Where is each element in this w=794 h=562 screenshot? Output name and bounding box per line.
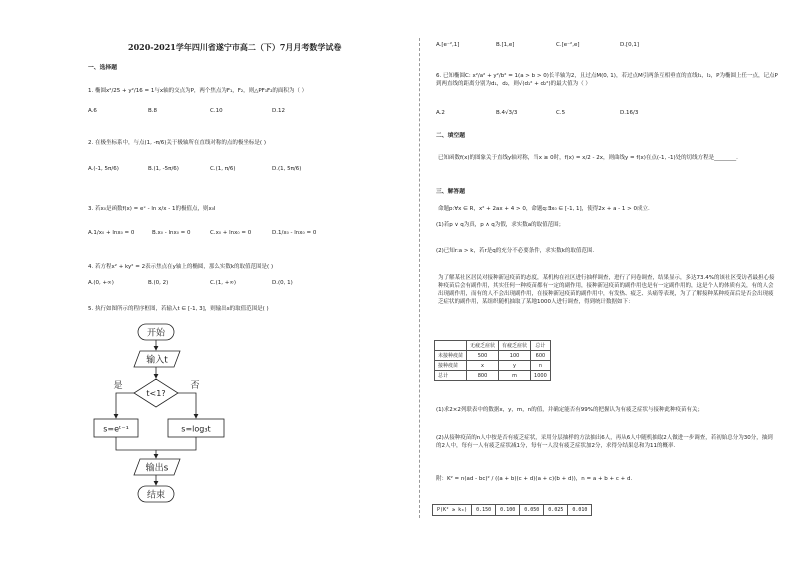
table-cell: 600 <box>531 351 551 361</box>
q3-option-c: C.x₀ + lnx₀ = 0 <box>210 230 252 236</box>
q4-option-d: D.(0, 1) <box>272 280 293 286</box>
section-fill: 二、填空题 <box>436 133 465 139</box>
table-cell: 0.010 <box>568 505 592 516</box>
flow-no-label: 否 <box>190 381 200 391</box>
flow-end-text: 结束 <box>146 490 166 501</box>
table-cell: m <box>499 371 531 381</box>
question-8: 命题p:∀x ∈ R，x² + 2ax + 4 > 0，命题q:∃x₀ ∈ [-1, 1]，使得2x + a - 1 > 0成立. <box>438 206 650 212</box>
contingency-table <box>434 340 551 381</box>
q2-option-a: A.(-1, 5π/6) <box>88 166 119 172</box>
table-row <box>433 505 592 516</box>
flow-left-process-text: s=eᵗ⁻¹ <box>103 424 129 434</box>
q3-option-a: A.1/x₀ + lnx₀ = 0 <box>88 230 135 236</box>
q1-option-b: B.8 <box>148 108 158 114</box>
table-row <box>435 351 551 361</box>
question-8-part-1: (1)若p ∨ q为真，p ∧ q为假，求实数a的取值范围； <box>436 222 565 228</box>
table-cell: 0.100 <box>496 505 520 516</box>
section-answer: 三、解答题 <box>436 189 465 195</box>
table-cell: n <box>531 361 551 371</box>
table-cell: y <box>499 361 531 371</box>
question-9-part-2: (2)从接种疫苗的n人中按是否有疲乏症状，采用分层抽样的方法抽出6人，再从6人中随机抽取2人做进一步调查，若初始总分为30分，抽到的2人中，每有一人有疲乏症状减1分，每有一人没有疲乏症状加2分，求得分结果总和为11的概率. <box>436 435 773 449</box>
question-5: 5. 执行如图所示的程序框图，若输入t ∈ [-1, 3]，则输出s的取值范围是( ) <box>88 306 269 312</box>
q4-option-c: C.(1, +∞) <box>210 280 237 286</box>
question-8-part-2: (2)已知r:a > k，若r是q的充分不必要条件，求实数k的取值范围. <box>436 248 595 254</box>
q6-option-b: B.4√3/3 <box>496 110 518 116</box>
table-header-row <box>435 341 551 351</box>
q5-option-d: D.[0,1] <box>620 42 640 48</box>
table-cell <box>435 341 467 351</box>
q5-option-b: B.[1,e] <box>496 42 515 48</box>
flow-input-text: 输入t <box>146 355 168 366</box>
table-row <box>435 371 551 381</box>
flow-yes-label: 是 <box>113 381 123 391</box>
table-cell: 未接种疫苗 <box>435 351 467 361</box>
table-cell: 0.050 <box>520 505 544 516</box>
question-4: 4. 若方程x² + ky² = 2表示焦点在y轴上的椭圆，那么实数k的取值范围是( ) <box>88 264 274 270</box>
q5-option-c: C.[e⁻²,e] <box>556 42 580 48</box>
q2-option-c: C.(1, π/6) <box>210 166 236 172</box>
q1-option-d: D.12 <box>272 108 285 114</box>
table-cell: 1000 <box>531 371 551 381</box>
probability-table <box>432 504 592 516</box>
q3-option-b: B.x₀ - lnx₀ = 0 <box>152 230 191 236</box>
q4-option-b: B.(0, 2) <box>148 280 169 286</box>
flowchart <box>94 322 254 512</box>
table-cell: 100 <box>499 351 531 361</box>
section-choice: 一、选择题 <box>88 65 117 71</box>
formula-note: 附：K² = n(ad - bc)² / ((a + b)(c + d)(a + c)(b + d))，n = a + b + c + d. <box>436 476 633 482</box>
table-cell: 总计 <box>531 341 551 351</box>
question-9: 为了解某社区居民对接种新冠疫苗的态度，某机构在社区进行抽样调查，进行了问卷调查，结果显示，多达73.4%的该社区受访者最担心接种疫苗后会有副作用，其实任何一种疫苗都有一定的副作用，接种新冠疫苗的副作用也是有一定副作用的，这是个人的体质有关，有的人会出现副作用，而有的人不会出现副作用，在接种新冠疫苗的副作用中，有发热、疲乏、头痛等表现，为了了解接种某种疫苗后是否会出现疲乏症状的副作用，某组织随机抽取了某地1000人进行调查，得到统计数据如下： <box>438 275 775 305</box>
question-3: 3. 若x₀是函数f(x) = eˣ - ln x/x - 1的极值点，则x₀l <box>88 206 216 212</box>
question-1: 1. 椭圆x²/25 + y²/16 = 1与x轴的交点为P，两个焦点为F₁，F₂，则△PF₁F₂的面积为（ ） <box>88 88 308 94</box>
q4-option-a: A.(0, +∞) <box>88 280 114 286</box>
question-6: 6. 已知椭圆C: x²/a² + y²/b² = 1(a > b > 0)长半轴为2，且过点M(0, 1)，若过点M引两条互相垂直的直线l₁，l₂，P为椭圆上任一点，记点P到两直线的距离分别为d₁，d₂，则√(d₁² + d₂²)的最大值为（ ） <box>436 73 778 87</box>
table-cell: P(K² ≥ k₀) <box>433 505 472 516</box>
q6-option-d: D.16/3 <box>620 110 639 116</box>
flow-start-text: 开始 <box>146 328 166 339</box>
flow-output-text: 输出s <box>145 463 169 474</box>
column-divider <box>419 38 420 518</box>
question-9-part-1: (1)求2×2列联表中的数据x，y，m，n的值，并确定能否有99%的把握认为有疲乏症状与接种此种疫苗有关； <box>436 407 703 413</box>
table-cell: 800 <box>467 371 499 381</box>
q6-option-c: C.5 <box>556 110 566 116</box>
q1-option-c: C.10 <box>210 108 223 114</box>
table-cell: 总计 <box>435 371 467 381</box>
table-cell: x <box>467 361 499 371</box>
q3-option-d: D.1/x₀ - lnx₀ = 0 <box>272 230 317 236</box>
q1-option-a: A.6 <box>88 108 97 114</box>
table-cell: 无疲乏症状 <box>467 341 499 351</box>
table-cell: 0.025 <box>544 505 568 516</box>
table-row <box>435 361 551 371</box>
page-title: 2020-2021学年四川省遂宁市高二（下）7月月考数学试卷 <box>128 42 342 52</box>
table-cell: 接种疫苗 <box>435 361 467 371</box>
question-7: 已知函数f(x)的图象关于直线y轴对称，当x ≥ 0时，f(x) = x/2 - 2x，则曲线y = f(x)在点(-1, -1)处的切线方程是________. <box>438 155 738 161</box>
flow-right-process-text: s=log₃t <box>181 424 211 434</box>
table-cell: 0.150 <box>472 505 496 516</box>
q6-option-a: A.2 <box>436 110 445 116</box>
question-2: 2. 在极坐标系中，与点(1, -π/6)关于极轴所在直线对称的点的极坐标是( ) <box>88 140 266 146</box>
table-cell: 500 <box>467 351 499 361</box>
table-cell: 有疲乏症状 <box>499 341 531 351</box>
q2-option-d: D.(1, 5π/6) <box>272 166 302 172</box>
q2-option-b: B.(1, -5π/6) <box>148 166 179 172</box>
flow-decision-text: t<1? <box>146 389 166 398</box>
q5-option-a: A.[e⁻²,1] <box>436 42 460 48</box>
